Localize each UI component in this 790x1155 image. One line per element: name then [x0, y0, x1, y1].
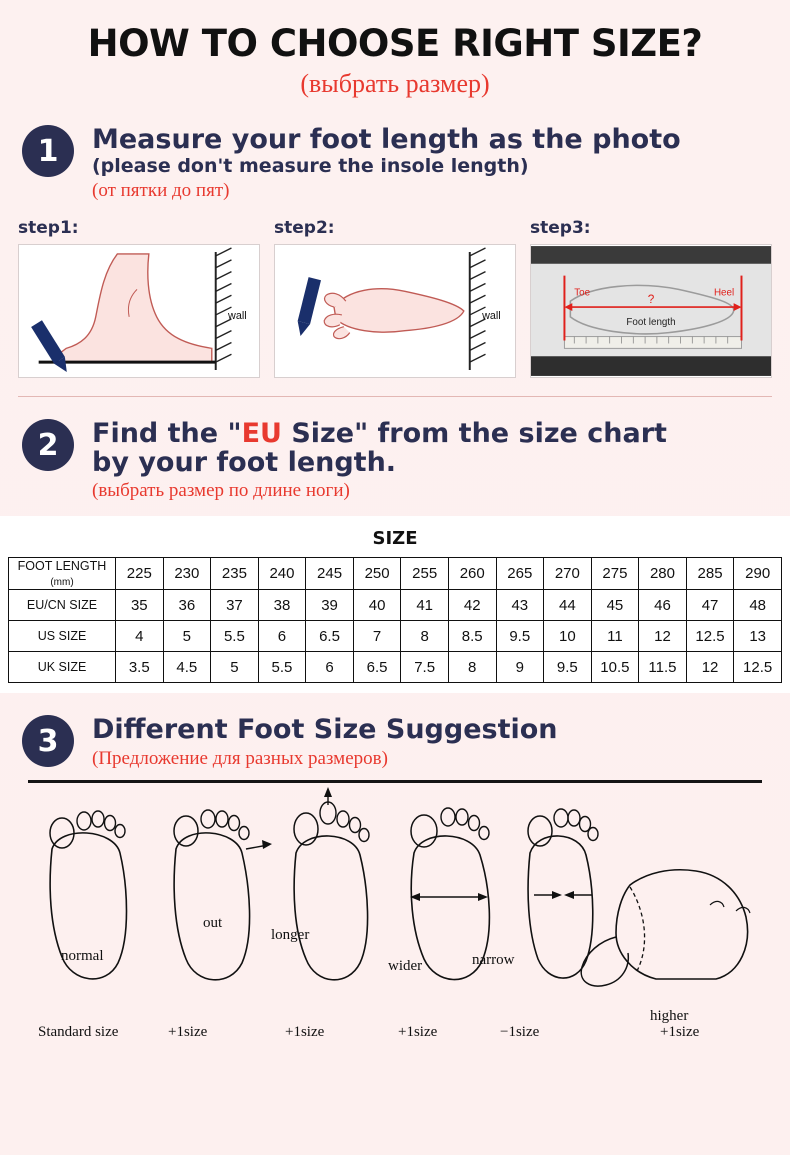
cell: 5.5: [211, 621, 259, 652]
row-header-foot-length-text: FOOT LENGTH: [17, 559, 107, 574]
cell: 6.5: [353, 652, 401, 683]
cell: 9.5: [544, 652, 592, 683]
cell: 12: [639, 621, 687, 652]
cell: 7.5: [401, 652, 449, 683]
cell: 270: [544, 558, 592, 590]
cell: 9.5: [496, 621, 544, 652]
step-1-title: Measure your foot length as the photo: [92, 124, 681, 155]
foot-caption-longer: +1size: [285, 1023, 325, 1040]
photo-step2-label: step2:: [274, 218, 335, 239]
page-title: HOW TO CHOOSE RIGHT SIZE?: [87, 22, 703, 65]
cell: 3.5: [116, 652, 164, 683]
photo-step3-label: step3:: [530, 218, 591, 239]
cell: 6.5: [306, 621, 354, 652]
cell: 43: [496, 590, 544, 621]
cell: 4.5: [163, 652, 211, 683]
photo-step1: [18, 244, 260, 378]
cell: 290: [734, 558, 782, 590]
cell: 235: [211, 558, 259, 590]
photo-step3-annotation-toe: Toe: [574, 287, 591, 299]
cell: 245: [306, 558, 354, 590]
cell: 38: [258, 590, 306, 621]
cell: 46: [639, 590, 687, 621]
cell: 240: [258, 558, 306, 590]
cell: 10.5: [591, 652, 639, 683]
cell: 41: [401, 590, 449, 621]
step-2-title: [92, 419, 790, 448]
foot-note-normal: normal: [61, 947, 104, 964]
cell: 265: [496, 558, 544, 590]
step-1-russian: (от пятки до пят): [92, 180, 230, 202]
foot-caption-standard: Standard size: [38, 1023, 119, 1040]
cell: 45: [591, 590, 639, 621]
cell: 8.5: [448, 621, 496, 652]
cell: 280: [639, 558, 687, 590]
foot-shape-diagrams: [0, 780, 790, 1045]
cell: 12.5: [686, 621, 734, 652]
step-2-badge: 2: [22, 419, 74, 471]
cell: 255: [401, 558, 449, 590]
cell: 5.5: [258, 652, 306, 683]
photo-step2-annotation: wall: [482, 310, 501, 323]
size-chart-table: [8, 557, 782, 683]
cell: 40: [353, 590, 401, 621]
photo-step3-annotation-length: Foot length: [626, 316, 676, 328]
cell: 12.5: [734, 652, 782, 683]
step-3-badge: 3: [22, 715, 74, 767]
foot-diagram-top-rule: [28, 780, 762, 783]
cell: 11: [591, 621, 639, 652]
foot-caption-wider: +1size: [398, 1023, 438, 1040]
cell: 10: [544, 621, 592, 652]
foot-shape-out: [174, 810, 272, 980]
step-1-block: [0, 125, 790, 202]
cell: 275: [591, 558, 639, 590]
row-header-us-size: US SIZE: [9, 621, 116, 652]
side-foot-measure-illustration: [19, 245, 259, 377]
table-row-eu-size: [9, 590, 782, 621]
page-header: [0, 0, 790, 99]
foot-caption-out: +1size: [168, 1023, 208, 1040]
foot-shape-longer: [294, 787, 369, 980]
step-2-title-eu: EU: [241, 418, 282, 450]
row-header-foot-length-unit: (mm): [50, 576, 74, 588]
foot-note-longer: longer: [271, 926, 310, 943]
cell: 4: [116, 621, 164, 652]
foot-shape-higher: [581, 869, 750, 985]
foot-shapes-illustration: [10, 787, 780, 1017]
row-header-uk-size: UK SIZE: [9, 652, 116, 683]
cell: 8: [448, 652, 496, 683]
photo-step2-col: [274, 218, 516, 378]
step-3-block: [0, 715, 790, 769]
cell: 36: [163, 590, 211, 621]
foot-caption-narrow: −1size: [500, 1023, 540, 1040]
step-3-title: Different Foot Size Suggestion: [92, 714, 558, 746]
photo-step3: [530, 244, 772, 378]
cell: 260: [448, 558, 496, 590]
step-2-title-part1: Find the ": [92, 418, 242, 450]
photo-step3-annotation-question: ?: [647, 292, 655, 307]
step-1-subtitle: (please don't measure the insole length): [92, 155, 529, 178]
cell: 250: [353, 558, 401, 590]
size-chart: [0, 516, 790, 693]
photo-step1-annotation: wall: [228, 310, 247, 323]
step-2-title-part2: Size" from the size chart: [281, 418, 667, 450]
foot-note-wider: wider: [388, 957, 423, 974]
step-3-russian: (Предложение для разных размеров): [92, 747, 388, 769]
cell: 5: [211, 652, 259, 683]
measurement-photos: [0, 218, 790, 378]
table-row-uk-size: [9, 652, 782, 683]
foot-length-measure-illustration: [531, 245, 771, 377]
photo-step2: [274, 244, 516, 378]
size-chart-title: SIZE: [372, 528, 418, 550]
cell: 42: [448, 590, 496, 621]
top-foot-measure-illustration: [275, 245, 515, 377]
cell: 39: [306, 590, 354, 621]
foot-caption-higher: +1size: [660, 1023, 700, 1040]
photo-step1-label: step1:: [18, 218, 79, 239]
page-title-russian: (выбрать размер): [300, 69, 490, 98]
cell: 230: [163, 558, 211, 590]
cell: 48: [734, 590, 782, 621]
cell: 44: [544, 590, 592, 621]
cell: 35: [116, 590, 164, 621]
cell: 7: [353, 621, 401, 652]
cell: 9: [496, 652, 544, 683]
cell: 8: [401, 621, 449, 652]
row-header-eu-size: EU/CN SIZE: [9, 590, 116, 621]
cell: 13: [734, 621, 782, 652]
cell: 47: [686, 590, 734, 621]
step-2-title-line2: by your foot length.: [92, 447, 397, 479]
table-row-us-size: [9, 621, 782, 652]
cell: 225: [116, 558, 164, 590]
foot-note-higher: higher: [650, 1007, 689, 1024]
cell: 6: [306, 652, 354, 683]
cell: 285: [686, 558, 734, 590]
table-row-foot-length: [9, 558, 782, 590]
row-header-foot-length: [9, 558, 116, 590]
photo-step3-annotation-heel: Heel: [713, 287, 735, 299]
divider-1: [18, 396, 772, 397]
foot-shape-narrow: [528, 809, 598, 978]
step-1-badge: 1: [22, 125, 74, 177]
cell: 37: [211, 590, 259, 621]
cell: 6: [258, 621, 306, 652]
foot-note-out: out: [203, 914, 223, 931]
photo-step1-col: [18, 218, 260, 378]
step-2-russian: (выбрать размер по длине ноги): [92, 480, 350, 502]
cell: 5: [163, 621, 211, 652]
cell: 11.5: [639, 652, 687, 683]
step-2-block: [0, 419, 790, 502]
cell: 12: [686, 652, 734, 683]
photo-step3-col: [530, 218, 772, 378]
foot-note-narrow: narrow: [472, 951, 515, 968]
